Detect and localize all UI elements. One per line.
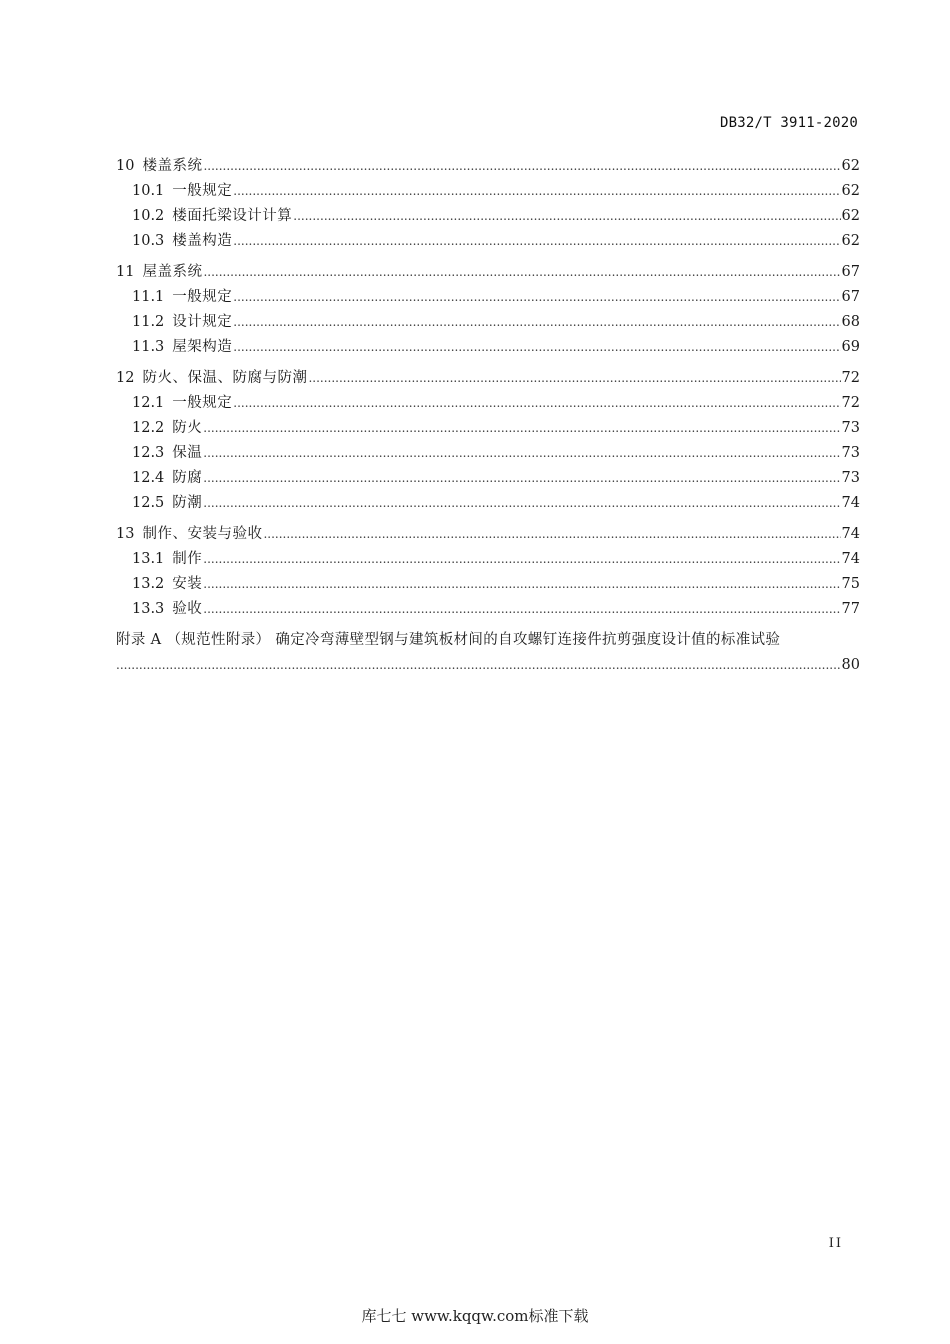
toc-page-number: 67 <box>841 289 860 305</box>
toc-number: 12.5 <box>132 495 165 511</box>
toc-entry-11-1[interactable] <box>116 285 860 310</box>
toc-entry-13-2[interactable] <box>116 572 860 597</box>
toc-number: 12.2 <box>132 420 165 436</box>
toc-title: 防潮 <box>172 495 203 511</box>
toc-title: 一般规定 <box>172 183 233 199</box>
toc-title: 防火、保温、防腐与防潮 <box>142 370 308 386</box>
toc-page-number: 68 <box>841 314 860 330</box>
toc-leader-dots <box>233 229 840 254</box>
toc-entry-11-3[interactable] <box>116 335 860 360</box>
toc-entry-13[interactable] <box>116 522 860 547</box>
toc-entry-12-2[interactable] <box>116 416 860 441</box>
appendix-title: 附录 A （规范性附录） 确定冷弯薄壁型钢与建筑板材间的自攻螺钉连接件抗剪强度设计值的标准试验 <box>116 632 781 648</box>
toc-number: 10.1 <box>132 183 165 199</box>
toc-entry-10-3[interactable] <box>116 229 860 254</box>
toc-number: 12.3 <box>132 445 165 461</box>
toc-number: 11.3 <box>132 339 165 355</box>
toc-entry-appendix-a[interactable] <box>116 628 860 678</box>
toc-leader-dots <box>203 154 840 179</box>
toc-entry-10-1[interactable] <box>116 179 860 204</box>
toc-leader-dots <box>233 310 840 335</box>
toc-title: 一般规定 <box>172 395 233 411</box>
toc-page-number: 62 <box>841 233 860 249</box>
toc-page-number: 74 <box>841 495 860 511</box>
toc-entry-12-5[interactable] <box>116 491 860 516</box>
toc-number: 12 <box>116 370 135 386</box>
toc-page-number: 72 <box>841 395 860 411</box>
toc-page-number: 74 <box>841 526 860 542</box>
toc-leader-dots <box>203 416 840 441</box>
toc-title: 防火 <box>172 420 203 436</box>
toc-page-number: 77 <box>841 601 860 617</box>
toc-leader-dots <box>203 547 840 572</box>
toc-page-number: 62 <box>841 158 860 174</box>
toc-title: 制作、安装与验收 <box>142 526 263 542</box>
toc-title: 保温 <box>172 445 203 461</box>
toc-title: 屋盖系统 <box>142 264 203 280</box>
toc-title: 设计规定 <box>172 314 233 330</box>
footer-watermark: 库七七 www.kqqw.com标准下载 <box>361 1307 589 1325</box>
toc-page-number: 74 <box>841 551 860 567</box>
toc-page-number: 62 <box>841 183 860 199</box>
toc-page-number: 75 <box>841 576 860 592</box>
toc-leader-dots <box>116 653 841 678</box>
toc-entry-10[interactable] <box>116 154 860 179</box>
toc-entry-11-2[interactable] <box>116 310 860 335</box>
toc-number: 13.2 <box>132 576 165 592</box>
page-number: II <box>828 1236 843 1251</box>
toc-leader-dots <box>203 597 840 622</box>
toc-entry-11[interactable] <box>116 260 860 285</box>
toc-leader-dots <box>233 285 840 310</box>
toc-page-number: 73 <box>841 470 860 486</box>
toc-entry-12-4[interactable] <box>116 466 860 491</box>
toc-page-number: 73 <box>841 420 860 436</box>
toc-number: 13.1 <box>132 551 165 567</box>
toc-page-number: 62 <box>841 208 860 224</box>
toc-number: 10.2 <box>132 208 165 224</box>
toc-number: 12.1 <box>132 395 165 411</box>
toc-leader-dots <box>203 441 840 466</box>
toc-title: 防腐 <box>172 470 203 486</box>
toc-entry-12-1[interactable] <box>116 391 860 416</box>
document-code: DB32/T 3911-2020 <box>719 115 858 131</box>
toc-page-number: 80 <box>841 657 860 673</box>
toc-title: 安装 <box>172 576 203 592</box>
toc-page-number: 72 <box>841 370 860 386</box>
toc-number: 11.2 <box>132 314 165 330</box>
toc-entry-13-1[interactable] <box>116 547 860 572</box>
toc-entry-12-3[interactable] <box>116 441 860 466</box>
toc-title: 一般规定 <box>172 289 233 305</box>
toc-number: 10 <box>116 158 135 174</box>
toc-number: 11.1 <box>132 289 165 305</box>
toc-title: 楼盖构造 <box>172 233 233 249</box>
toc-entry-12[interactable] <box>116 366 860 391</box>
toc-leader-dots <box>263 522 840 547</box>
toc-entry-10-2[interactable] <box>116 204 860 229</box>
toc-entry-13-3[interactable] <box>116 597 860 622</box>
toc-title: 楼面托梁设计计算 <box>172 208 293 224</box>
toc-page-number: 73 <box>841 445 860 461</box>
toc-number: 13 <box>116 526 135 542</box>
appendix-leader-row <box>116 653 860 678</box>
toc-number: 11 <box>116 264 135 280</box>
toc-leader-dots <box>233 335 840 360</box>
toc-title: 制作 <box>172 551 203 567</box>
toc-leader-dots <box>233 179 840 204</box>
toc-page-number: 67 <box>841 264 860 280</box>
toc-title: 屋架构造 <box>172 339 233 355</box>
toc-page-number: 69 <box>841 339 860 355</box>
table-of-contents <box>116 154 860 678</box>
toc-number: 10.3 <box>132 233 165 249</box>
toc-title: 楼盖系统 <box>142 158 203 174</box>
toc-leader-dots <box>203 466 840 491</box>
toc-title: 验收 <box>172 601 203 617</box>
toc-number: 13.3 <box>132 601 165 617</box>
toc-leader-dots <box>203 572 840 597</box>
toc-leader-dots <box>203 260 840 285</box>
toc-leader-dots <box>308 366 840 391</box>
toc-number: 12.4 <box>132 470 165 486</box>
toc-leader-dots <box>293 204 840 229</box>
toc-leader-dots <box>233 391 840 416</box>
toc-leader-dots <box>203 491 840 516</box>
